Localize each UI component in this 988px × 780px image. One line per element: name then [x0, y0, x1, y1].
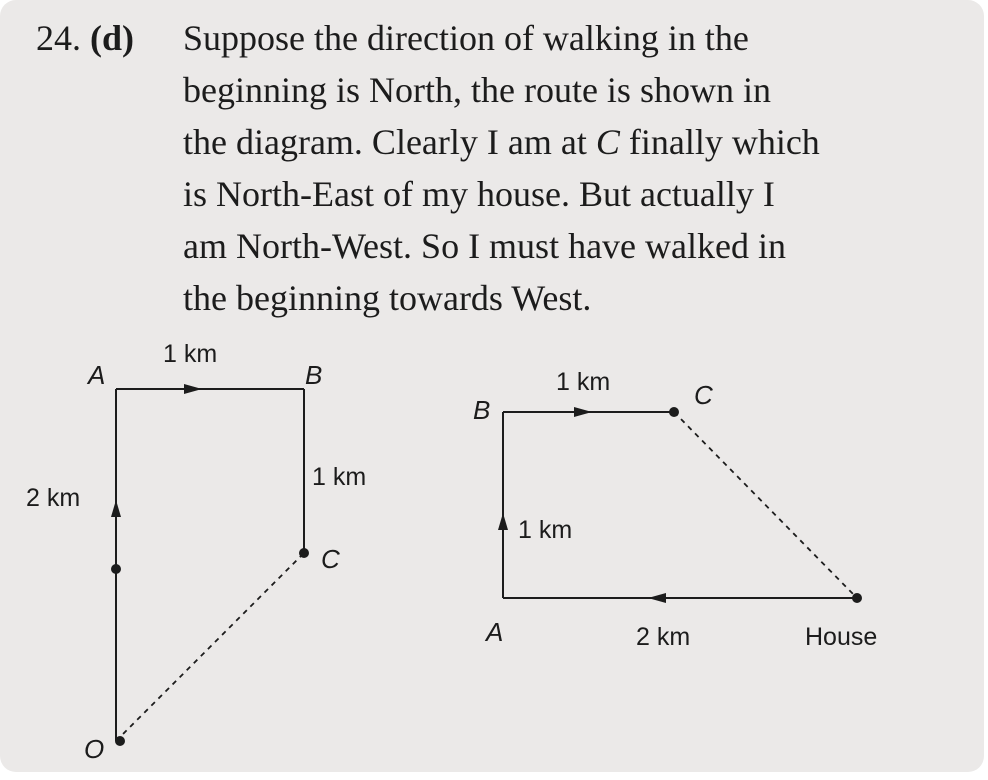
- right-point-c-dot: [669, 407, 679, 417]
- left-label-c: C: [321, 544, 340, 574]
- right-bc-distance: 1 km: [556, 368, 611, 396]
- right-route-diagram: [503, 412, 857, 598]
- right-dashed-c-house: [674, 412, 857, 598]
- right-west-arrow-icon: [648, 593, 666, 603]
- left-north-arrow-icon: [111, 500, 121, 517]
- left-point-o-dot: [115, 736, 125, 746]
- left-route-diagram: [116, 389, 304, 741]
- solution-line-5: am North-West. So I must have walked in: [183, 226, 786, 266]
- left-midpoint-dot: [111, 564, 121, 574]
- left-point-c-dot: [299, 548, 309, 558]
- solution-line-4: is North-East of my house. But actually I: [183, 174, 775, 214]
- right-house-a-distance: 2 km: [636, 623, 691, 651]
- right-label-a: A: [486, 617, 504, 647]
- right-east-arrow-icon: [574, 407, 592, 417]
- left-label-a: A: [88, 360, 106, 390]
- right-label-b: B: [473, 395, 491, 425]
- solution-line-6: the beginning towards West.: [183, 278, 592, 318]
- left-bc-distance: 1 km: [312, 463, 367, 491]
- right-house-dot: [852, 593, 862, 603]
- right-ab-distance: 1 km: [518, 516, 573, 544]
- left-east-arrow-icon: [184, 384, 202, 394]
- right-label-c: C: [694, 380, 713, 410]
- solution-line-2: beginning is North, the route is shown in: [183, 70, 771, 110]
- left-dashed-oc: [116, 553, 304, 741]
- solution-line-3: the diagram. Clearly I am at C finally which: [183, 122, 820, 162]
- right-house-label: House: [805, 623, 878, 651]
- left-label-b: B: [305, 360, 323, 390]
- left-label-o: O: [84, 734, 105, 764]
- option-label: (d): [90, 18, 134, 58]
- left-ab-distance: 1 km: [163, 340, 218, 368]
- left-oa-distance: 2 km: [26, 484, 81, 512]
- question-number: 24. (d): [36, 18, 134, 58]
- right-north-arrow-icon: [498, 513, 508, 530]
- solution-line-1: Suppose the direction of walking in the: [183, 18, 749, 58]
